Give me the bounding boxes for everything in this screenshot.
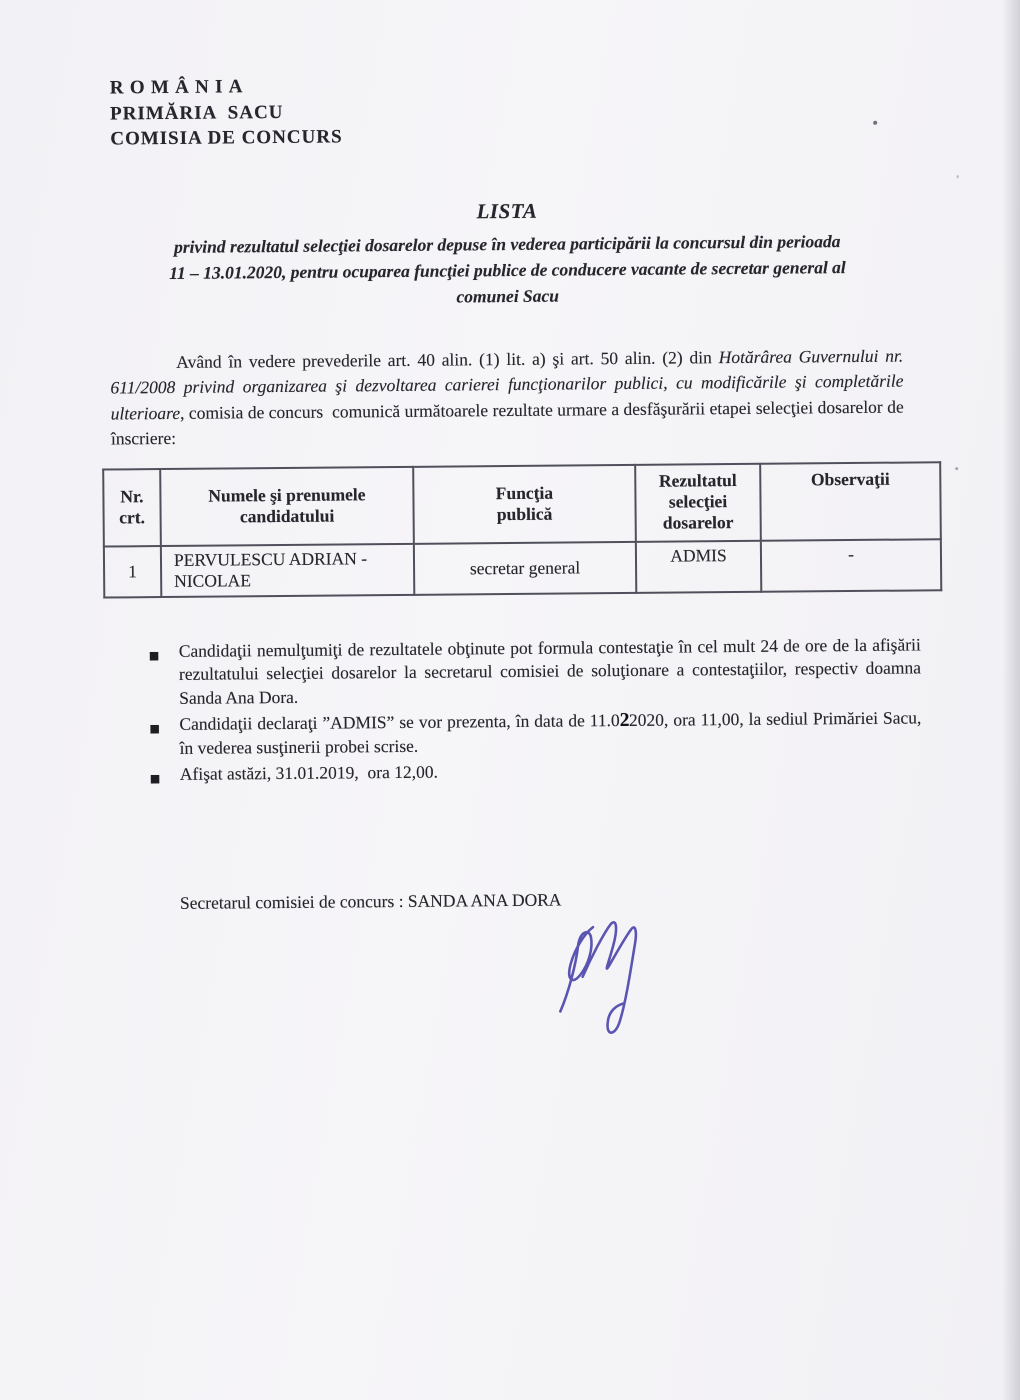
scan-speck: [957, 175, 959, 178]
cell-candidate-name: PERVULESCU ADRIAN - NICOLAE: [161, 543, 414, 596]
results-table: [102, 461, 942, 598]
header-cell-nr-crt: Nr. crt.: [103, 469, 161, 546]
title-subtitle-line-2: 11 – 13.01.2020, pentru ocuparea funcţiei publice de conducere vacante de secretar general al: [169, 256, 846, 283]
letterhead-institution: PRIMĂRIA SACU: [109, 101, 284, 124]
list-item: [150, 756, 922, 790]
intro-part1: Având în vedere prevederile art. 40 alin. (1) lit. a) şi art. 50 alin. (2) din: [176, 346, 719, 372]
letterhead-committee: COMISIA DE CONCURS: [110, 126, 343, 150]
table-row: [104, 539, 941, 597]
bullet2-part1: Candidaţii declaraţi ”ADMIS” se vor prezenta, în data de 11.0: [179, 710, 620, 734]
square-bullet-icon: ■: [148, 648, 160, 662]
intro-part2: , comisia de concurs comunică următoarele rezultate urmare a desfăşurării etapei selecţiei dosarelor de înscriere:: [110, 396, 909, 449]
secretary-line: Secretarul comisiei de concurs : SANDA ANA DORA: [179, 889, 562, 913]
square-bullet-icon: ■: [149, 722, 160, 736]
cell-observations: -: [761, 539, 941, 592]
handwritten-signature: [545, 901, 676, 1042]
signature-stroke-left: [560, 927, 594, 1011]
title-subtitle-line-1: privind rezultatul selecţiei dosarelor depuse în vederea participării la concursul din perioada: [173, 230, 841, 257]
cell-nr-crt: 1: [104, 546, 161, 597]
document-title-block: [0, 194, 1018, 313]
letterhead: [110, 68, 1017, 152]
title-subtitle-line-3: comunei Sacu: [456, 285, 560, 306]
bullet-text-contestation: Candidaţii nemulţumiţi de rezultatele obţinute pot formula contestaţie în cel mult 24 de ore de la afişării rezultatului selecţiei dosarelor la secretarul comisiei de soluţionare a contestaţiilor, respectiv doamna Sanda Ana Dora.: [178, 633, 926, 708]
square-bullet-icon: ■: [149, 772, 161, 786]
cell-function: secretar general: [414, 541, 636, 594]
notes-list: [148, 633, 926, 791]
bullet-text-admitted: [179, 706, 926, 759]
bullet2-part2: 2020, ora 11,00, la sediul Primăriei Sacu, în vederea susţinerii probei scrise.: [179, 707, 926, 758]
header-cell-result: Rezultatul selecţiei dosarelor: [635, 463, 761, 541]
table-header-row: [103, 462, 941, 546]
handwritten-correction-digit: 2: [619, 709, 630, 732]
cell-result: ADMIS: [636, 540, 761, 592]
scan-speck: [955, 467, 958, 470]
header-cell-observations: Observaţii: [760, 462, 941, 541]
header-cell-function: Funcţia publică: [413, 464, 636, 543]
list-item: [149, 706, 926, 760]
bullet-text-posted-date: Afişat astăzi, 31.01.2019, ora 12,00.: [179, 761, 439, 784]
header-cell-name: Numele şi prenumele candidatului: [160, 466, 414, 545]
letterhead-country: ROMÂNIA: [109, 76, 249, 99]
intro-italic-citation: Hotărârea Guvernului nr. 611/2008 privind organizarea şi dezvoltarea carierei funcţionarilor publici, cu modificările şi completările ulterioare: [110, 345, 908, 423]
intro-paragraph: [110, 343, 909, 452]
list-item: [148, 633, 926, 710]
document-title: LISTA: [476, 198, 538, 223]
